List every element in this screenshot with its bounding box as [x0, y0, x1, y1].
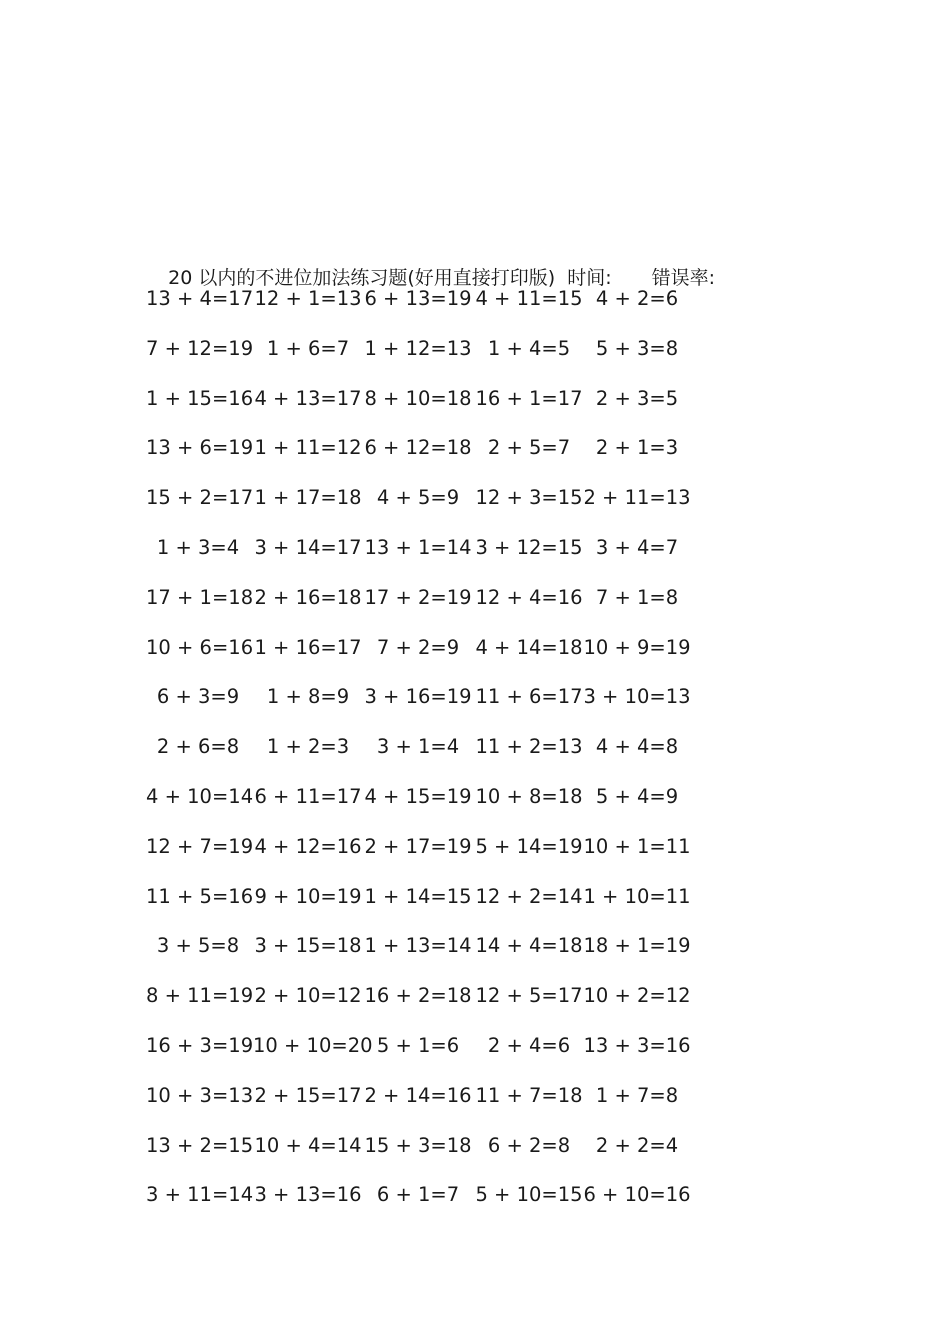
exercise-row	[146, 433, 866, 483]
exercise-equation: 3 + 13=16	[254, 1183, 362, 1207]
exercise-equation: 4 + 14=18	[475, 635, 583, 659]
exercise-equation: 12 + 3=15	[475, 486, 583, 510]
exercise-row	[146, 483, 866, 533]
error-rate-label: 错误率:	[651, 267, 716, 289]
exercise-equation: 3 + 14=17	[254, 535, 362, 559]
exercise-equation: 11 + 2=13	[475, 735, 583, 759]
exercise-equation: 10 + 1=11	[583, 834, 691, 858]
exercise-equation: 5 + 3=8	[595, 336, 679, 360]
exercise-equation: 7 + 1=8	[595, 585, 679, 609]
exercise-equation: 16 + 2=18	[364, 984, 472, 1008]
exercise-equation: 15 + 3=18	[364, 1133, 472, 1157]
exercise-row	[146, 882, 866, 932]
exercise-equation: 6 + 12=18	[364, 436, 472, 460]
exercise-equation: 2 + 3=5	[595, 386, 679, 410]
exercise-equation: 6 + 3=9	[156, 685, 240, 709]
exercise-equation: 2 + 15=17	[254, 1083, 362, 1107]
exercise-equation: 2 + 1=3	[595, 436, 679, 460]
exercise-row	[146, 981, 866, 1031]
exercise-equation: 13 + 6=19	[146, 436, 254, 460]
exercise-equation: 1 + 4=5	[487, 336, 571, 360]
exercise-equation: 2 + 11=13	[583, 486, 691, 510]
exercise-equation: 1 + 8=9	[266, 685, 350, 709]
exercise-row	[146, 1131, 866, 1181]
exercise-equation: 6 + 10=16	[583, 1183, 691, 1207]
exercise-equation: 12 + 2=14	[475, 884, 583, 908]
exercise-equation: 10 + 9=19	[583, 635, 691, 659]
exercise-equation: 4 + 10=14	[146, 784, 254, 808]
exercise-row	[146, 633, 866, 683]
exercise-equation: 8 + 10=18	[364, 386, 472, 410]
exercise-equation: 3 + 16=19	[364, 685, 472, 709]
exercise-equation: 5 + 14=19	[475, 834, 583, 858]
exercise-equation: 3 + 11=14	[146, 1183, 254, 1207]
exercise-equation: 4 + 13=17	[254, 386, 362, 410]
exercise-equation: 6 + 1=7	[376, 1183, 460, 1207]
exercise-equation: 6 + 11=17	[254, 784, 362, 808]
exercise-equation: 5 + 1=6	[376, 1033, 460, 1057]
exercise-equation: 2 + 14=16	[364, 1083, 472, 1107]
exercise-equation: 2 + 10=12	[254, 984, 362, 1008]
exercise-equation: 2 + 17=19	[364, 834, 472, 858]
exercise-equation: 9 + 10=19	[254, 884, 362, 908]
exercise-equation: 4 + 2=6	[595, 287, 679, 310]
exercise-row	[146, 1180, 866, 1230]
exercise-equation: 6 + 2=8	[487, 1133, 571, 1157]
exercise-equation: 10 + 2=12	[583, 984, 691, 1008]
exercise-equation: 3 + 15=18	[254, 934, 362, 958]
exercise-equation: 2 + 5=7	[487, 436, 571, 460]
exercise-equation: 13 + 4=17	[146, 287, 254, 310]
exercise-equation: 1 + 14=15	[364, 884, 472, 908]
exercise-equation: 11 + 6=17	[475, 685, 583, 709]
exercise-equation: 13 + 2=15	[146, 1133, 254, 1157]
exercise-equation: 10 + 10=20	[253, 1033, 373, 1057]
exercise-equation: 5 + 10=15	[475, 1183, 583, 1207]
exercise-equation: 7 + 12=19	[146, 336, 254, 360]
worksheet-title: 20 以内的不进位加法练习题(好用直接打印版)	[168, 267, 556, 289]
exercise-equation: 4 + 11=15	[475, 287, 583, 310]
time-label: 时间:	[567, 267, 612, 289]
exercise-equation: 17 + 1=18	[146, 585, 254, 609]
exercise-equation: 3 + 12=15	[475, 535, 583, 559]
exercise-equation: 16 + 3=19	[146, 1033, 254, 1057]
exercise-equation: 6 + 13=19	[364, 287, 472, 310]
exercise-equation: 1 + 2=3	[266, 735, 350, 759]
exercise-equation: 18 + 1=19	[583, 934, 691, 958]
exercise-row	[146, 284, 866, 334]
exercise-equation: 1 + 13=14	[364, 934, 472, 958]
exercise-equation: 14 + 4=18	[475, 934, 583, 958]
exercise-row	[146, 782, 866, 832]
exercise-equation: 1 + 6=7	[266, 336, 350, 360]
exercise-equation: 16 + 1=17	[475, 386, 583, 410]
exercise-row	[146, 832, 866, 882]
exercise-equation: 4 + 15=19	[364, 784, 472, 808]
exercise-equation: 10 + 8=18	[475, 784, 583, 808]
exercise-equation: 15 + 2=17	[146, 486, 254, 510]
exercise-row	[146, 732, 866, 782]
exercise-equation: 8 + 11=19	[146, 984, 254, 1008]
exercise-equation: 1 + 12=13	[364, 336, 472, 360]
exercise-row	[146, 682, 866, 732]
exercise-equation: 4 + 5=9	[376, 486, 460, 510]
exercise-equation: 5 + 4=9	[595, 784, 679, 808]
exercise-equation: 12 + 4=16	[475, 585, 583, 609]
exercise-equation: 11 + 7=18	[475, 1083, 583, 1107]
exercise-equation: 7 + 2=9	[376, 635, 460, 659]
exercise-equation: 3 + 1=4	[376, 735, 460, 759]
exercise-equation: 1 + 16=17	[254, 635, 362, 659]
exercise-equation: 12 + 7=19	[146, 834, 254, 858]
exercise-equation: 1 + 11=12	[254, 436, 362, 460]
exercise-equation: 1 + 15=16	[146, 386, 254, 410]
exercise-row	[146, 384, 866, 434]
exercise-row	[146, 1031, 866, 1081]
exercise-row	[146, 583, 866, 633]
exercise-equation: 3 + 4=7	[595, 535, 679, 559]
exercise-equation: 1 + 7=8	[595, 1083, 679, 1107]
exercise-row	[146, 1081, 866, 1131]
exercise-equation: 11 + 5=16	[146, 884, 254, 908]
exercise-equation: 1 + 3=4	[156, 535, 240, 559]
exercise-equation: 1 + 17=18	[254, 486, 362, 510]
exercise-equation: 1 + 10=11	[583, 884, 691, 908]
exercise-equation: 2 + 16=18	[254, 585, 362, 609]
exercise-equation: 17 + 2=19	[364, 585, 472, 609]
exercise-equation: 12 + 5=17	[475, 984, 583, 1008]
exercise-grid	[146, 284, 866, 1230]
exercise-equation: 10 + 4=14	[254, 1133, 362, 1157]
exercise-equation: 10 + 3=13	[146, 1083, 254, 1107]
exercise-equation: 10 + 6=16	[146, 635, 254, 659]
exercise-equation: 2 + 2=4	[595, 1133, 679, 1157]
exercise-equation: 2 + 4=6	[487, 1033, 571, 1057]
exercise-equation: 4 + 12=16	[254, 834, 362, 858]
exercise-equation: 13 + 1=14	[364, 535, 472, 559]
exercise-equation: 12 + 1=13	[254, 287, 362, 310]
exercise-row	[146, 533, 866, 583]
exercise-equation: 3 + 10=13	[583, 685, 691, 709]
exercise-equation: 2 + 6=8	[156, 735, 240, 759]
exercise-equation: 3 + 5=8	[156, 934, 240, 958]
exercise-row	[146, 931, 866, 981]
exercise-equation: 13 + 3=16	[583, 1033, 691, 1057]
exercise-equation: 4 + 4=8	[595, 735, 679, 759]
exercise-row	[146, 334, 866, 384]
